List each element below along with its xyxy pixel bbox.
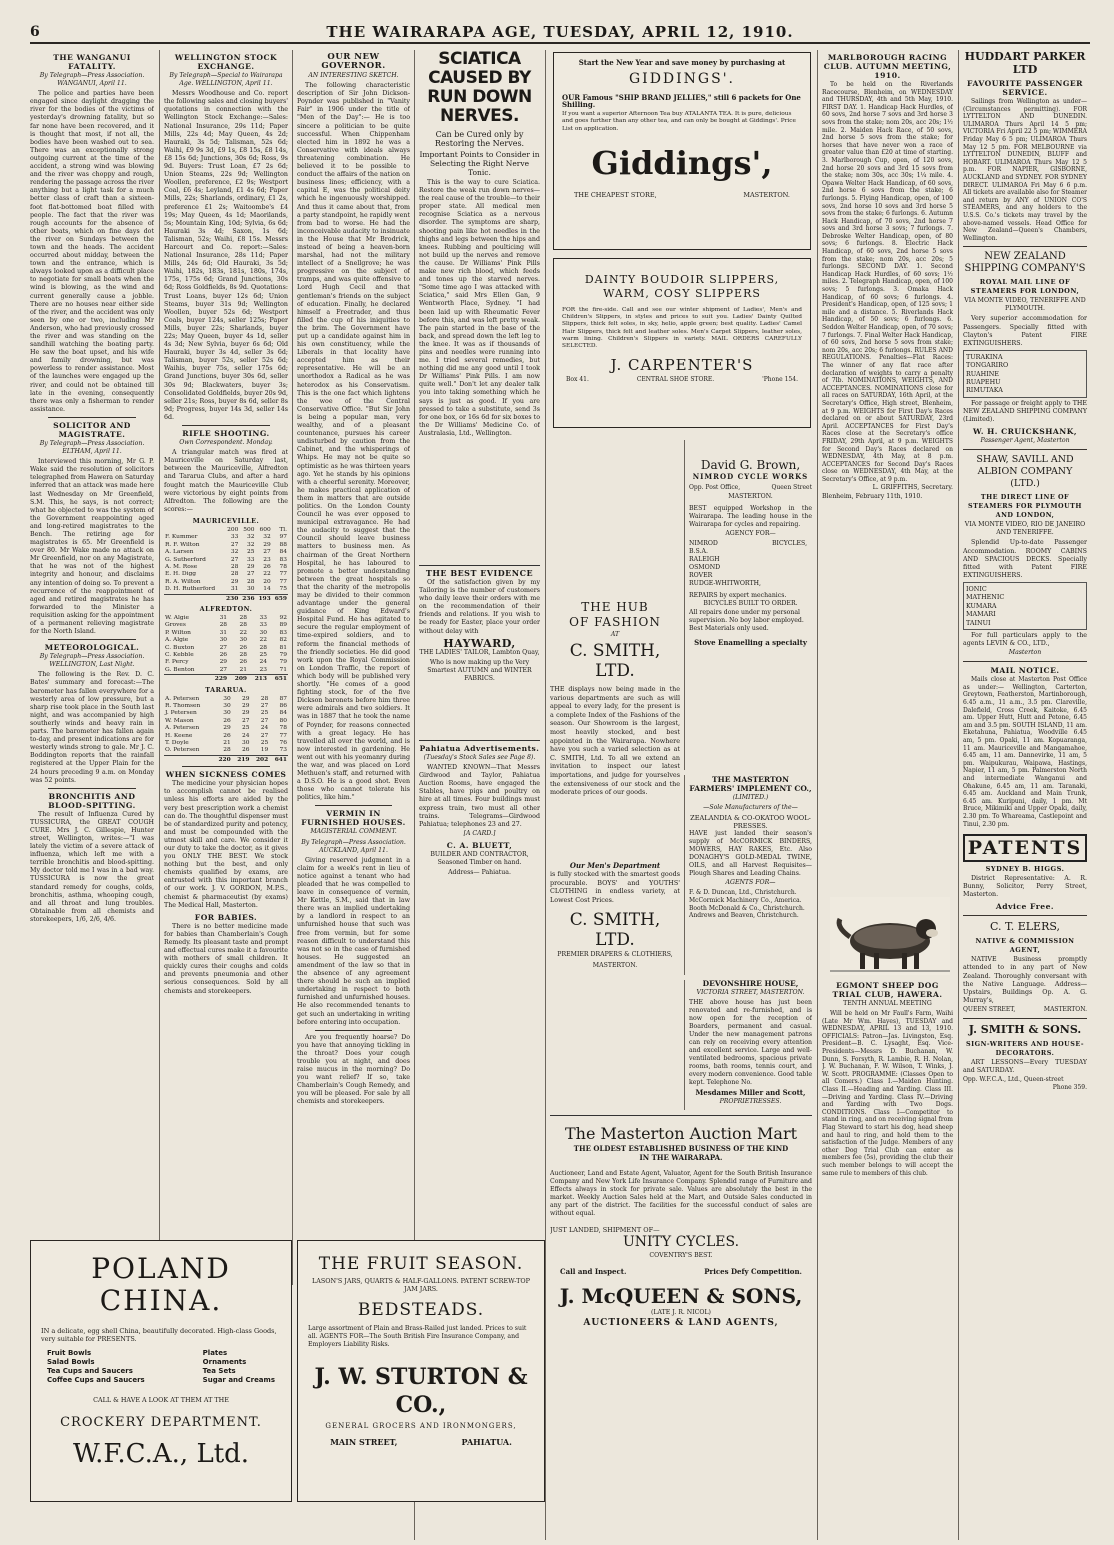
- ad-line: Opp. Post Office,: [689, 484, 741, 492]
- ad-subhead: LASON'S JARS, QUARTS & HALF-GALLONS. PATENT SCREW-TOP JAM JARS.: [312, 1277, 530, 1293]
- headline-governor: OUR NEW GOVERNOR.: [321, 52, 386, 71]
- ad-headline: MAIL NOTICE.: [990, 666, 1060, 676]
- article-body: The medicine your physician hopes to accomplish cannot be realised unless his efforts are aided by the very best prescription work a chemist can do. The thoughtful dispenser must be of standardized purity and potency, and must be compounded with the utmost skill and care. We consider it our duty to take the doctor, as it gives you ONLY THE BEST. We stock nothing but the best, and only chemists qualified by exams, are entrusted with this important branch of our work. J. V. GORDON, M.P.S., chemist & pharmaceutist (by exams) The Medical Hall, Masterton.: [164, 780, 288, 909]
- ad-line: CENTRAL SHOE STORE.: [636, 376, 715, 384]
- ad-headline: SHAW, SAVILL AND ALBION COMPANY (LTD.): [976, 454, 1074, 490]
- ad-subhead: Important Points to Consider in Selecting the Right Nerve Tonic.: [419, 150, 540, 177]
- ad-body: F. & D. Duncan, Ltd., Christchurch. McCormick Machinery Co., America. Booth McDonald & Co., Christchurch. Andrews and Beaven, Christchurch.: [689, 889, 805, 920]
- score-row: O. Petersen 28 26 19 73: [165, 747, 287, 754]
- column-1: [30, 50, 154, 1285]
- ad-headline: THE BEST EVIDENCE: [425, 568, 534, 578]
- ad-line: MASTERTON.: [1043, 1005, 1087, 1013]
- ad-line: (LATE J. R. NICOL): [651, 1309, 711, 1317]
- ad-headline: HUDDART PARKER LTD: [964, 50, 1086, 76]
- headline-sickness: WHEN SICKNESS COMES: [165, 770, 287, 780]
- ad-line: AT: [610, 631, 620, 638]
- dateline: Own Correspondent. Monday.: [179, 439, 273, 447]
- ad-name: SYDNEY B. HIGGS.: [985, 865, 1065, 874]
- ad-line: BICYCLES,: [772, 540, 808, 548]
- ad-body: WANTED KNOWN—That Messrs Girdwood and Taylor, Pahiatua Auction Rooms, have engaged the Stables, have pigs and poultry on hire at all times. Four buildings must express train, two must all other trains. Telegrams—Girdwood Pahiatua; telephones 23 and 27.: [419, 764, 540, 828]
- article-body: Interviewed this morning, Mr G. P. Wake said the resolution of solicitors telegraphed from Hawera on Saturday inferred that an attack was made here last Wednesday on Mr Greenfield, S.M. This, he says, is not correct; what he objected to was the system of the Government reappointing aged and long-retired magistrates to the Bench. The retiring age for magistrates is 65. Mr Greenfield is over 80. Mr Wake made no attack on Mr Greenfield, nor on any Magistrate, that he was not of the highest integrity and honour, and disclaims any intention of doing so. To prevent a recurrence of the reappointment of aged and retired magistrates he has forwarded to the Minister a requisition asking for the appointment of a permanent relieving magistrate for the North Island.: [30, 458, 154, 636]
- ad-line: —Sole Manufacturers of the—: [703, 804, 798, 812]
- ad-headline: MARLBOROUGH RACING CLUB. AUTUMN MEETING, 1910.: [823, 53, 952, 80]
- article-body: Messrs Woodhouse and Co. report the following sales and closing buyers' quotations in connection with the Wellington Stock Exchange:—Sales: National Insurance, 29s 11d; Paper Mills, 22s 4d; May Queen, 4s 2d; Hauraki, 3s 5d; Talisman, 52s 6d; Waihi, £9 9s 3d, £9 1s, £8 15s, £8 14s, £8 15s 6d; Junctions, 30s 6d; Ross, 9s 9d. Buyers: Trust Loan, £7 2s 6d; Union Steams, 22s 9d; Wellington Woollen, preference, £2 9s; Westport Coal, £6 4s; Leyland, £1 4s 6d; Paper Mills, 22s; Sharlands, ordinary, £1 2s, preference £1 2s; Waitoombe's £4 19s; May Queen, 4s 1d; Maorilands, 5s; Mountain King, 10d; Sylvia, 6s 6d; Hauraki 3s 4d; Saxon, 1s 6d; Talisman, 52s; Waihi, £8 15s. Messrs Harcourt and Co. report:—Sales: National Insurance, 28s 11d; Paper Mills, 24s 6d; Old Hauraki, 3s 5d; Waihi, 182s, 183s, 181s, 180s, 174s, 175s, 175s 6d; Grand Junctions, 30s 6d; Ross Goldfields, 8s 9d. Quotations: Trust Loans, buyer 12s 6d; Union Steams, buyer 31s 9d; Wellington Woollen, buyer 52s 6d; Westport Coals, buyer 124s, seller 125s; Paper Mills, buyer 22s; Sharlands, buyer 22s; May Queen, buyer 4s 1d, seller 4s 3d; New Sylvia, buyer 6s 6d; Old Hauraki, buyer 3s 4d, seller 3s 6d; Talisman, buyer 52s, seller 52s 6d; Waihis, buyer 75s, seller 175s 6d; Grand Junctions, buyer 30s 6d, seller 30s 9d; Blackwaters, buyer 3s; Consolidated Goldfields, buyer 20s 9d, seller 21s; Ross, buyer 8s 6d, seller 8s 9d; Progress, buyer 14s 3d, seller 14s 6d.: [164, 90, 288, 421]
- ad-line: Our Men's Department: [569, 862, 661, 870]
- score-row: G. Sutherford 27 33 23 83: [165, 556, 287, 563]
- score-row: W. Algie 31 28 33 92: [165, 614, 287, 621]
- column-rule: [159, 50, 160, 1285]
- dateline: By Telegraph—Press Association. WANGANUI, April 11.: [39, 72, 145, 88]
- sturton-ad: [297, 1240, 545, 1502]
- list-item: IONIC: [966, 584, 987, 593]
- score-row: D. H. Rutherford 31 30 14 75: [165, 586, 287, 593]
- score-row: C. Kebble 26 28 25 79: [165, 651, 287, 658]
- ad-body: For passage or freight apply to THE NEW ZEALAND SHIPPING COMPANY (Limited).: [963, 399, 1087, 424]
- hub-of-fashion-ad: [550, 440, 680, 860]
- ad-body: FOR the fire-side. Call and see our winter shipment of Ladies', Men's and Children's Slippers, in styles and prices to suit you. Ladies' Dainty Quilted Slippers, thick felt soles, in sky, helio, apple green; best quality. Ladies' Camel Hair Slippers, thick felt and leather soles. Men's Carpet Slippers, leather soles, warm lining. Children's Slippers in variety. MAIL ORDERS CAREFULLY SELECTED.: [562, 307, 802, 350]
- list-item: RIMUTAKA: [966, 386, 1003, 395]
- ad-line: Phone 359.: [1052, 1084, 1087, 1092]
- list-item: RALEIGH: [689, 556, 720, 564]
- score-table: 200 500 600 Tl. F. Kummer 33 32 32 97 R. F. Wilton 27 32 29 88 A. Larsen 32 25 27 84 G. Sutherford 27 33 23 83 A. M. Rose 28 29 26 78 E. H. Digg 28 27 22 77 R. A. Wilton 29 28 20 77 D. H. Rutherford 31 30 14 75 230 236 193 659: [165, 526, 287, 602]
- ad-name: David G. Brown,: [700, 458, 801, 472]
- ad-body: To be held on the Riverlands Racecourse, Blenheim, on WEDNESDAY and THURSDAY, 4th and 5th May, 1910. FIRST DAY. 1. Handicap Hack Hurdles, of 60 sovs, 2nd horse 7 sovs and 3rd horse 3 sovs from the stake; nom 20s, acc 20s; 1½ mile. 2. Maiden Hack Race, of 50 sovs, 2nd horse 5 sovs from the stake; for horses that have never won a race of greater value than £20 at time of starting. 3. Marlborough Cup, open, of 120 sovs, 2nd horse 20 sovs and 3rd 15 sovs from the stake; nom 30s, acc 30s; 1¼ mile. 4. Opawa Welter Hack Handicap, of 60 sovs, 2nd horse 6 sovs from the stake; 6 furlongs. 5. Flying Handicap, open, of 100 sovs, 2nd horse 10 sovs and 3rd horse 5 sovs from the stake; 6 furlongs. 6. Autumn Hack Handicap, of 70 sovs, 2nd horse 7 sovs and 3rd horse 3 sovs; 7 furlongs. 7. Debroske Welter Handicap, open, of 80 sovs; 6 furlongs. 8. Electric Hack Handicap, of 60 sovs, 2nd horse 5 sovs from the stake; nom 20s, acc 20s; 5 furlongs. SECOND DAY. 1. Second Handicap Hack Hurdles, of 60 sovs; 1½ miles. 2. Telegraph Handicap, open, of 100 sovs; 5 furlongs. 3. Omaka Hack Handicap, of 60 sovs; 6 furlongs. 4. President's Handicap, open, of 125 sovs; 1 mile and a distance. 5. Riverlands Hack Handicap, of 50 sovs; 6 furlongs. 6. Seddon Welter Handicap, open, of 70 sovs; 7 furlongs. 7. Final Welter Hack Handicap, of 60 sovs, 2nd horse 5 sovs from stake; nom 20s, acc 20s; 6 furlongs. RULES AND REGULATIONS. Penalties—Flat Races: The winner of any flat race after declaration of weights to carry a penalty of 7lb. NOMINATIONS, WEIGHTS, AND ACCEPTANCES. NOMINATIONS close for all races on SATURDAY, 16th April, at the Secretary's Office, High street, Blenheim, at 9 p.m. WEIGHTS for First Day's Races declared on or about SATURDAY, 23rd April. ACCEPTANCES for First Day's Races close at the Secretary's office FRIDAY, 29th April, at 9 p.m. WEIGHTS for Second Day's Races declared on WEDNESDAY, 4th May, at 8 p.m. ACCEPTANCES for Second Day's Races close on WEDNESDAY, 4th May, at the Secretary's Office, at 9 p.m.: [822, 81, 953, 483]
- ad-body: Auctioneer, Land and Estate Agent, Valuator, Agent for the South British Insurance Company and New York Life Insurance Company. Splendid range of Furniture and Effects always in stock for private sale. Values are absolutely the best in the market. Weekly Auction Sales held at the Mart, and Outside Sales conducted in any part of the district. The facilities for the successful conduct of sales are without equal.: [550, 1170, 812, 1217]
- ship-table: [963, 582, 1087, 630]
- list-item: Ornaments: [202, 1358, 247, 1366]
- ad-subhead: THE DIRECT LINE OF STEAMERS FOR PLYMOUTH AND LONDON,: [968, 493, 1082, 520]
- ad-body: District Representative: A. R. Bunny, Solicitor, Perry Street, Masterton.: [963, 875, 1087, 899]
- ad-subhead: NATIVE & COMMISSION AGENT,: [975, 937, 1075, 955]
- ad-body: ART LESSONS—Every TUESDAY and SATURDAY.: [963, 1059, 1087, 1075]
- ad-body: is fully stocked with the smartest goods procurable. BOYS' and YOUTHS' CLOTHING in endless variety, at Lowest Cost Prices.: [550, 870, 680, 904]
- ad-body: THE displays now being made in the various departments are such as will appeal to every lady, for the present is a complete Index of the Fashions of the season. Our Showroom is the largest, most heavily stocked, and best appointed in the Wairarapa. Nowhere have you such a varied selection as at C. SMITH, Ltd. To all we extend an invitation to inspect our latest importations, and judge for yourselves the extensiveness of our stock and the moderate prices of our goods.: [550, 685, 680, 797]
- ad-subhead: Can be Cured only by Restoring the Nerves.: [434, 130, 525, 148]
- ad-line: Who is now making up the Very Smartest AUTUMN and WINTER FABRICS.: [427, 658, 532, 682]
- ad-line: VIA MONTE VIDEO, TENERIFFE AND PLYMOUTH.: [964, 297, 1086, 313]
- ship-table: [963, 350, 1087, 398]
- ad-line: BICYCLES BUILT TO ORDER.: [703, 600, 798, 608]
- article-body: Giving reserved judgment in a claim for a week's rent in lieu of notice against a tenant who had pleaded that he was compelled to leave in consequence of vermin, Mr Kettle, S.M., said that in law there was an implied undertaking by a landlord in respect to an unfurnished house that such was free from vermin, but for some reason difficult to understand this was not so in the case of furnished houses. He suggested an amendment of the law so that in the absence of any agreement there should be such an implied undertaking in respect to both furnished and unfurnished houses. He also recommended tenants to get such an undertaking in writing before entering into occupation.: [297, 856, 410, 1026]
- ad-line: (LIMITED.): [732, 794, 769, 801]
- ad-name: C. SMITH, LTD.: [569, 641, 661, 682]
- ad-line: L. GRIFFITHS, Secretary.: [872, 484, 953, 492]
- article-body: Are you frequently hoarse? Do you have that annoying tickling in the throat? Does your cough trouble you at night, and does raise mucus in the morning? Do you want relief? If so, take Chamberlain's Cough Remedy, and you will be pleased. For sale by all chemists and storekeepers.: [297, 1033, 410, 1106]
- ad-headline: POLAND CHINA.: [91, 1252, 231, 1317]
- ad-line: PAHIATUA.: [461, 1436, 512, 1447]
- dateline: By Telegraph—Special to Wairarapa Age. WELLINGTON, April 11.: [169, 72, 283, 88]
- ad-line: AGENTS FOR—: [725, 879, 776, 887]
- column-rule: [292, 50, 293, 1285]
- ad-body: Very superior accommodation for Passengers. Specially fitted with Clayton's Patent FIRE EXTINGUISHERS.: [963, 315, 1087, 347]
- hub-men-dept: [550, 862, 680, 1000]
- ad-body: BEST equipped Workshop in the Wairarapa. The leading house in the Wairarapa for cycles and repairing.: [689, 505, 812, 529]
- ad-line: QUEEN STREET,: [963, 1005, 1016, 1013]
- racing-club-column: [822, 50, 953, 890]
- ad-subhead: SIGN-WRITERS AND HOUSE-DECORATORS.: [966, 1040, 1084, 1058]
- dog-trial-column: [822, 978, 953, 1500]
- ad-subhead: FAVOURITE PASSENGER SERVICE.: [967, 79, 1083, 97]
- giddings-ad: [553, 52, 811, 250]
- masthead: [30, 22, 1090, 44]
- carpenter-ad: [553, 258, 811, 428]
- ad-body: Splendid Up-to-date Passenger Accommodation. ROOMY CABINS AND SPACIOUS DECKS. Specially fitted with Patent FIRE EXTINGUISHERS.: [963, 539, 1087, 579]
- list-item: NIMROD: [689, 540, 718, 548]
- ad-headline: EGMONT SHEEP DOG TRIAL CLUB, HAWERA.: [832, 981, 943, 999]
- column-rule: [545, 50, 546, 1540]
- list-item: B.S.A.: [689, 548, 708, 556]
- list-item: Tea Sets: [202, 1367, 236, 1375]
- article-body: The result of Influenza Cured by TUSSICURA, the GREAT COUGH CURE. Mrs J. C. Gillespie, Hunter street, Wellington, writes:—"I was lately the victim of a severe attack of influenza, which left me with a terrible bronchitis and blood-spitting. My doctor told me I was in a bad way. TUSSICURA is now the great standard remedy for coughs, colds, bronchitis, asthma, whooping cough, and all throat and lung troubles. Obtainable from all chemists and storekeepers, 1/6, 2/6, 4/6.: [30, 810, 154, 923]
- headline-bronchitis: BRONCHITIS AND BLOOD-SPITTING.: [48, 791, 136, 810]
- poland-china-ad: [30, 1240, 292, 1502]
- ad-headline: THE MASTERTON FARMERS' IMPLEMENT CO.,: [689, 775, 812, 793]
- ad-name: J. W. STURTON & CO.,: [314, 1364, 528, 1418]
- article-body: A triangular match was fired at Mauriceville on Saturday last, between the Mauriceville, Alfredton and Tararua Clubs, and after a hard fought match the Mauriceville Club were victorious by eight points from Alfredton. The following are the scores:—: [164, 449, 288, 513]
- patents-logo: [963, 834, 1087, 862]
- ad-line: Passenger Agent, Masterton: [980, 437, 1070, 445]
- list-item: RUAHINE: [966, 369, 999, 378]
- list-item: Salad Bowls: [47, 1358, 95, 1366]
- ad-name: HAYWARD,: [443, 636, 516, 650]
- page-number: 6: [30, 24, 41, 40]
- brown-cycles-ad: [684, 440, 812, 770]
- devonshire-house-ad: [684, 980, 812, 1110]
- ad-subhead: CROCKERY DEPARTMENT.: [60, 1414, 262, 1430]
- ad-line: [A CARD.]: [463, 829, 496, 837]
- sciatica-ad: [419, 50, 540, 610]
- headline-babies: FOR BABIES.: [194, 912, 258, 922]
- score-row: T. Doyle 21 30 25 76: [165, 740, 287, 747]
- article-body: There is no better medicine made for babies than Chamberlain's Cough Remedy. Its pleasant taste and prompt and effectual cures make it a favourite with mothers of small children. It quickly cures their coughs and colds and prevents pneumonia and other serious consequences. Sold by all chemists and storekeepers.: [164, 922, 288, 995]
- score-row: Groves 28 28 33 89: [165, 622, 287, 629]
- list-item: TONGARIRO: [966, 361, 1009, 370]
- ad-line: GENERAL GROCERS AND IRONMONGERS,: [325, 1422, 517, 1430]
- best-evidence-ad: [419, 565, 540, 735]
- ad-name: GIDDINGS'.: [628, 70, 736, 87]
- ad-body: HAVE just landed their season's supply of McCORMICK BINDERS, MOWERS, HAY RAKES, Etc. Also DONAGHY'S GOLD-MEDAL TWINE, OILS, and all Harvest Requisites—Plough Shares and Leading Chains.: [689, 830, 812, 878]
- dateline: By Telegraph—Press Association. AUCKLAND, April 11.: [301, 838, 406, 854]
- score-row: E. H. Digg 28 27 22 77: [165, 571, 287, 578]
- list-item: TURAKINA: [966, 352, 1003, 361]
- ad-line: AUCTIONEERS & LAND AGENTS,: [583, 1318, 779, 1329]
- ad-headline: BEDSTEADS.: [357, 1300, 485, 1320]
- ad-line: THE LADIES' TAILOR, Lambton Quay,: [419, 648, 540, 656]
- ad-name: C. SMITH, LTD.: [569, 910, 661, 951]
- list-item: Plates: [202, 1349, 228, 1357]
- article-body: The following characteristic description of Sir John Dickson-Poynder was published in "Vanity Fair" in 1906 under the title of "Men of the Day":— He is too sincere a politician to be quite successful. When Chippenham elected him in 1892 he was a Conservative with ideals always threatening combination. He believed it to be possible to conduct the affairs of the nation on business lines; efficiency, with a capital E, was the political deity which he ingenuously worshipped. And thus it came about that, from a party standpoint, he rapidly went from bad to worse. He had the inconceivable audacity to insinuate in the House that Mr Brodrick, instead of being a heaven-born marshal, had not the military intellect of a Snellgrove; he was progressive on the subject of tramps, and was quite offensive to Lord Hugh Cecil and that gentleman's friends on the subject of education. Finally, he declared himself a Freetrader, and thus filled the cup of his iniquities to the brim. The Government have put up a candidate against him in his own constituency, while the Liberals in that locality have accepted him as their representative. He will be an unorthodox a Radical as he was heterodox as his Conservatism. This is the one fact which lightens the woe of the Central Conservative Office. "But Sir John is being a popular man, very wealthy, and of a pleasant countenance, pursues his career undisturbed by caution from the Cabinet, and the whisperings of Whips. He may not be quite so optimistic as he was thirteen years ago. Yet he stands by his opinions with a cheerful serenity. Moreover, he makes practical application of them in matters that are outside politics. On the London County Council he was ever opposed to municipal extravagance. He had the audacity to suggest that the Council should leave business matters to business men. As chairman of the Great Northern Hospital, he has laboured to promote a better understanding between the great hospitals so that the charity of the metropolis may be divided to their common advantage under the general guidance of King Edward's Hospital Fund. He has agitated to secure the regular employment of time-expired soldiers, and to reform the financial methods of the friendly societies. He did good work upon the Royal Commission on London Traffic, the report of which body will be published very shortly. "He comes of a good fighting stock, for of the five Dickson baronets before him three were admirals and two soldiers. It was in 1887 that he took the name of Poynder, for reasons connected with a great legacy. He has travelled all over the world, and is now interested in gardening. He went out with his yeomanry during the war, and was placed on Lord Methuen's staff, and returned with a D.S.O. He is a good shot. Even those who cannot tolerate his politics, like him.": [297, 82, 410, 802]
- list-item: MAMARI: [966, 610, 996, 619]
- ad-name: C. T. ELERS,: [989, 920, 1061, 934]
- article-body: The following is the Rev. D. C. Bates' summary and forecast:—The barometer has fallen everywhere for a westerly area of low pressure, but a sharp rise took place in the South last night, and was accompanied by high southerly winds and heavy rain in parts. The barometer has fallen again to-day, and present indications are for westerly winds strong to gale. Mr J. C. Boddington reports that the rainfall registered at the Upper Plain for the 24 hours preceding 9 a.m. on Monday was 52 points.: [30, 671, 154, 784]
- ad-line: Opp. W.F.C.A., Ltd., Queen-street: [963, 1076, 1064, 1084]
- ad-line: MAIN STREET,: [330, 1436, 398, 1447]
- ad-line: Prices Defy Competition.: [704, 1267, 802, 1277]
- score-row: W. Mason 26 27 27 80: [165, 717, 287, 724]
- ad-line: MASTERTON.: [728, 493, 773, 501]
- list-item: Fruit Bowls: [47, 1349, 92, 1357]
- score-row: A. Larsen 32 25 27 84: [165, 549, 287, 556]
- ad-headline: OF FASHION: [569, 615, 661, 629]
- ad-line: MASTERTON.: [592, 961, 638, 969]
- ad-line: PROPRIETRESSES.: [719, 1098, 782, 1106]
- headline-wanganui: THE WANGANUI FATALITY.: [53, 53, 131, 71]
- ad-subhead: THE OLDEST ESTABLISHED BUSINESS OF THE KIND IN THE WAIRARAPA.: [573, 1144, 789, 1162]
- ad-line: NIMROD CYCLE WORKS: [692, 472, 809, 481]
- column-rule: [817, 50, 818, 1540]
- ad-line: VIA MONTE VIDEO, RIO DE JANEIRO AND TENERIFFE.: [964, 521, 1086, 537]
- ad-headline: The Masterton Auction Mart: [564, 1124, 798, 1143]
- ad-body: NATIVE Business promptly attended to in any part of New Zealand. Thoroughly conversant with the Native Language. Address—Upstairs, Buildings Op. A. G. Murray's,: [963, 956, 1087, 1004]
- score-row: A. Petersen 30 29 28 87: [165, 695, 287, 702]
- score-row: F. Kummer 33 32 32 97: [165, 534, 287, 541]
- column-rule: [958, 50, 959, 1540]
- score-row: R. A. Wilton 29 28 20 77: [165, 578, 287, 585]
- ad-line: Start the New Year and save money by purchasing at: [578, 58, 786, 67]
- score-row: A. M. Rose 28 29 26 78: [165, 563, 287, 570]
- ad-line: VICTORIA STREET, MASTERTON.: [696, 989, 805, 997]
- ad-line: THE CHEAPEST STORE,: [574, 190, 657, 199]
- headline-stock-exchange: WELLINGTON STOCK EXCHANGE.: [174, 53, 278, 71]
- cycle-brands: [689, 540, 772, 588]
- ad-headline: THE HUB: [581, 600, 649, 614]
- ad-name: C. A. BLUETT,: [446, 840, 513, 850]
- ad-body: Of the satisfaction given by my Tailoring is the number of customers who daily leave their orders with me on the recommendation of their friends and relations. If you wish to be ready for Easter, place your order without delay with: [419, 579, 540, 635]
- shipping-column: [963, 50, 1087, 1540]
- score-row: P. Wilton 31 22 30 83: [165, 629, 287, 636]
- auction-mart-ad: [550, 1115, 812, 1500]
- score-table: W. Algie 31 28 33 92 Groves 28 28 33 89 P. Wilton 31 22 30 83 A. Algie 30 30 22 82 C. Buxton 27 26 28 81 C. Kebble 26 28 25 79 F. Percy 29 26 24 79 G. Benton 27 21 23 71 229 209 213 651: [165, 614, 287, 683]
- score-row: H. Keene 26 24 27 77: [165, 732, 287, 739]
- ad-line: MASTERTON.: [743, 190, 790, 199]
- score-row: J. Petersen 30 29 25 84: [165, 710, 287, 717]
- ad-body: IN a delicate, egg shell China, beautifully decorated. High-class Goods, very suitable for PRESENTS.: [41, 1327, 277, 1343]
- club-name: ALFREDTON.: [199, 604, 253, 613]
- headline-meteorological: METEOROLOGICAL.: [44, 643, 140, 653]
- pahiatua-ads: [419, 740, 540, 890]
- headline-solicitor: SOLICITOR AND MAGISTRATE.: [53, 420, 131, 439]
- ad-line: Advice Free.: [995, 902, 1055, 912]
- ad-line: ZEALANDIA & CO-OKATOO WOOL-PRESSES.: [690, 814, 811, 831]
- ad-headline: UNITY CYCLES.: [622, 1234, 740, 1251]
- ad-name: W. H. CRUICKSHANK,: [972, 427, 1077, 437]
- club-name: TARARUA.: [205, 685, 247, 694]
- score-row: C. Buxton 27 26 28 81: [165, 644, 287, 651]
- ad-name: J. CARPENTER'S: [610, 356, 754, 375]
- ad-name-large: Giddings',: [591, 143, 773, 182]
- ad-line: Queen Street: [771, 484, 812, 492]
- ad-line: Stove Enamelling a specialty: [694, 637, 807, 647]
- ad-line: Call and Inspect.: [560, 1267, 627, 1277]
- ad-subhead: ROYAL MAIL LINE OF STEAMERS FOR LONDON,: [970, 278, 1080, 296]
- list-item: MATHENIC: [966, 593, 1005, 602]
- dateline: By Telegraph—Press Association. ELTHAM, April 11.: [39, 439, 145, 456]
- subhead: MAGISTERIAL COMMENT.: [310, 828, 397, 836]
- ad-headline: Pahiatua Advertisements.: [419, 744, 540, 753]
- ad-name: J. McQUEEN & SONS,: [559, 1284, 803, 1309]
- ad-line: Mesdames Miller and Scott,: [695, 1088, 806, 1098]
- ad-headline: SCIATICA CAUSED BY RUN DOWN NERVES.: [427, 50, 532, 126]
- club-name: MAURICEVILLE.: [192, 516, 260, 525]
- list-item: RUDGE-WHITWORTH,: [689, 580, 761, 588]
- ad-body: Sailings from Wellington as under—(Circumstances permitting). FOR LYTTELTON AND DUNEDIN. ULIMAROA Thurs April 14 5 pm; VICTORIA Fri April 22 5 pm; WIMMERA Friday May 6 5 pm; ULIMAROA Thurs May 12 5 pm. FOR MELBOURNE via LYTTELTON DUNEDIN, BLUFF and HOBART. ULIMAROA Thurs May 12 5 p.m. FOR NAPIER, GISBORNE, AUCKLAND and SYDNEY. FOR SYDNEY DIRECT. ULIMAROA Fri May 6 6 p.m. All tickets are available also for Steamer and return by ANY of UNION CO'S STEAMERS, and any holders to the U.S.S. Co.'s tickets may travel by the above-named vessels. Head Office for New Zealand—Queen's Chambers, Wellington.: [963, 98, 1087, 242]
- list-item: OSMOND: [689, 564, 721, 572]
- newspaper-title: THE WAIRARAPA AGE, TUESDAY, APRIL 12, 1910.: [326, 23, 794, 41]
- ad-body: Large assortment of Plain and Brass-Railed just landed. Prices to suit all. AGENTS FOR—The South British Fire Insurance Company, and Employers Liability Risks.: [308, 1325, 527, 1348]
- ad-body: THE above house has just been renovated and re-furnished, and is now open for the reception of Boarders, permanent and casual. Under the new management patrons can rely on receiving every attention and excellent service. Large and well-ventilated bedrooms, spacious private rooms, bath rooms, tennis court, and every modern convenience. Good table kept. Telephone No.: [689, 999, 812, 1087]
- score-row: A. Petersen 29 25 24 78: [165, 725, 287, 732]
- column-3: [297, 50, 410, 1285]
- list-item: RUAPEHU: [966, 378, 1001, 387]
- sheepdog-illustration: [830, 897, 950, 975]
- column-2: [164, 50, 288, 1285]
- ad-line: REPAIRS by expert mechanics.: [689, 592, 787, 600]
- dateline: By Telegraph—Press Association. WELLINGTON, Last Night.: [39, 653, 145, 669]
- ad-body: If you want a superior Afternoon Tea buy ATALANTA TEA. It is pure, delicious and goes further than any other tea, and can only be bought at Giddings'. Price List on application.: [562, 110, 796, 132]
- ad-headline: DAINTY BOUDOIR SLIPPERS, WARM, COSY SLIPPERS: [584, 273, 780, 300]
- ad-subhead: TENTH ANNUAL MEETING: [843, 1000, 932, 1007]
- score-row: R. Thomsen 30 29 27 86: [165, 703, 287, 709]
- ad-body: Mails close at Masterton Post Office as under:— Wellington, Carterton, Greytown, Featherston, Martinborough, 6.45 a.m., 11 a.m., 3.5 pm. Clareville, Dalefield, Cross Creek, Kaitoke, 6.45 am. Upper Hutt, Hutt and Petone, 6.45 am and 3.5 pm. SOUTH ISLAND, 11 am. Eketahuna, Pahiatua, Woodville 6.45 am, 5 pm. Opaki, 11 am. Kopuaranga, 11 am. Mauriceville and Mangamahoe, 6.45 am, 11 am. Dannevirke, 11 am, 5 pm. Waipukurau, Waipawa, Hastings, Napier, 11 am, 5 pm. Palmerston North and intermediate Wanganui and Ohakune, 6.45 am, 11 am. Taranaki, 6.45 am. Auckland and Main Trunk, 6.45 am. Kuripuni, daily, 1 pm. Mt Bruce, Mikimiki and Upper Opaki, daily, 2.30 pm. To Whareama, Castlepoint and Tinui, 2.30 pm.: [963, 676, 1087, 828]
- ad-headline: THE FRUIT SEASON.: [318, 1254, 524, 1274]
- ad-name: J. SMITH & SONS.: [968, 1023, 1082, 1037]
- ad-line: BUILDER AND CONTRACTOR, Seasoned Timber on hand.: [430, 850, 529, 867]
- ad-headline: DEVONSHIRE HOUSE,: [702, 980, 799, 988]
- ad-line: COVENTRY'S BEST.: [649, 1252, 713, 1260]
- list-item: Tea Cups and Saucers: [47, 1367, 133, 1375]
- ad-line: Blenheim, February 11th, 1910.: [822, 492, 923, 500]
- ad-line: OUR Famous "SHIP BRAND JELLIES," still 6 packets for One Shilling.: [562, 92, 801, 110]
- ad-line: AGENCY FOR—: [725, 530, 776, 538]
- list-item: Coffee Cups and Saucers: [47, 1376, 145, 1384]
- subhead: (Tuesday's Stock Sales see Page 8).: [423, 754, 536, 761]
- article-body: The police and parties have been engaged since daylight dragging the river for the bodies of the victims of yesterday's drowning fatality, but so far none have been recovered, and it is thought that most, if not all, the bodies have been washed out to sea. There was an exceptionally strong outgoing current at the time of the accident, a strong wind was blowing and the river was choppy and rough, rendering the passage across the river anything but a light task for a much better class of craft than a sixteen-foot flat-bottomed boat filled with people. The fact that the river was rough accounts for the absence of other boats, which on fine days dot the river on Sundays between the town and the heads. The accident occurred about midday, between the town and the entrance, which is always looked upon as a difficult place to negotiate for small boats when the wind is blowing, as the wind and current generally cause a jobble. There are no houses near either side of the river, and the accident was only seen by one or two, including Mr Anderson, who had previously crossed the river and was standing on the sandhill watching the boating party. He saw the boat upset, and his wife and family drowning, but was powerless to render assistance. Most of the launches were engaged up the river, and could not be obtained till late in the evening, consequently there was only a fisherman to render assistance.: [30, 90, 154, 413]
- ad-headline: NEW ZEALAND SHIPPING COMPANY'S: [964, 251, 1086, 275]
- score-row: R. F. Wilton 27 32 29 88: [165, 541, 287, 548]
- ad-line: Masterton: [1008, 649, 1042, 657]
- ad-line: PREMIER DRAPERS & CLOTHIERS,: [557, 951, 673, 959]
- subhead: AN INTERESTING SKETCH.: [308, 72, 399, 79]
- ad-line: JUST LANDED, SHIPMENT OF—: [550, 1226, 660, 1234]
- list-item: Sugar and Creams: [202, 1376, 275, 1384]
- farmers-implement-ad: [684, 775, 812, 975]
- score-row: A. Algie 30 30 22 82: [165, 637, 287, 644]
- ad-body: Will be held on Mr Faull's Farm, Waihi (Late Mr Wm. Hayes), TUESDAY and WEDNESDAY, APRIL 13 and 13, 1910. OFFICIALS: Patron—Jas. Livingston, Esq. President—B. C. Lysaght, Esq. Vice-Presidents—Messrs D. Buchanan, W. Dunn, S. Forsyth, R. Lambie, R. H. Nolan, J. W. Buchanan, F. W. Wilson, T. Winks, J. W. Scott. PROGRAMME: (Classes Open to all Comers.) Class I.—Maiden Hunting. Class II.—Heading and Yarding. Class III.—Driving and Yarding. Class IV.—Driving and Yarding with Two Dogs. CONDITIONS. Class I—Competitor to stand in ring, and on receiving signal from Flag Steward to start his dog, head sheep and haul to ring, and hold them to the satisfaction of the Judge. Members of any other Dog Trial Club can enter as members fee (5s), providing the club their such member belongs to will accept the same rule to members of this club.: [822, 1010, 953, 1177]
- ad-line: Box 41.: [566, 376, 589, 384]
- logo-text: PATENTS: [967, 837, 1083, 860]
- ad-name: W.F.C.A., Ltd.: [72, 1438, 250, 1469]
- list-item: ROVER: [689, 572, 713, 580]
- ad-line: Address— Pahiatua.: [448, 869, 511, 877]
- score-row: G. Benton 27 21 23 71: [165, 666, 287, 673]
- ad-body: For full particulars apply to the agents LEVIN & CO., LTD.,: [963, 631, 1087, 648]
- product-list: [47, 1349, 145, 1385]
- ad-line: CALL & HAVE A LOOK AT THEM AT THE: [93, 1396, 229, 1404]
- score-table: A. Petersen 30 29 28 87 R. Thomsen 30 29 27 86 J. Petersen 30 29 25 84 W. Mason 26 27 27 80 A. Petersen 29 25 24 78 H. Keene 26 24 27 77 T. Doyle 21 30 25 76 O. Petersen 28 26 19 73 220 219 202 641: [165, 695, 287, 763]
- ad-body: All repairs done under my personal supervision. No boy labor employed. Best Materials only used.: [689, 608, 804, 632]
- score-row: F. Percy 29 26 24 79: [165, 659, 287, 666]
- ad-line: 'Phone 154.: [762, 376, 798, 384]
- list-item: KUMARA: [966, 601, 997, 610]
- list-item: TAINUI: [966, 618, 991, 627]
- headline-rifle-shooting: RIFLE SHOOTING.: [182, 429, 270, 439]
- ad-body: This is the way to cure Sciatica. Restore the weak run down nerves—the real cause of the trouble—to their proper state. All medical men recognise Sciatica as a nervous disorder. The symptoms are sharp, shooting pain like hot needles in the thighs and legs between the hips and knees. Rubbing and poulticing will not build up the nerves and remove the cause. Dr Williams' Pink Pills make new rich blood, which feeds and tones up the starved nerves. "Some time ago I was attacked with Sciatica," said Mrs Ellen Gan, 9 Wentworth Place, Sydney. "I had been laid up with Rheumatic Fever before this, and was left pretty weak. The pain started in the base of the back, and spread down the left leg to the knee. It was as if thousands of pins and needles were running into me. I tried several remedies, but nothing did me any good until I took Dr Williams' Pink Pills. I am now quite well." Don't let any dealer talk you into taking something which he says is just as good. If you are pressed to take a substitute, send 3s for one box, or 16s 6d for six boxes to the Dr Williams' Medicine Co. of Australasia, Ltd., Wellington.: [419, 179, 540, 437]
- product-list: [203, 1349, 275, 1385]
- headline-vermin: VERMIN IN FURNISHED HOUSES.: [301, 809, 406, 828]
